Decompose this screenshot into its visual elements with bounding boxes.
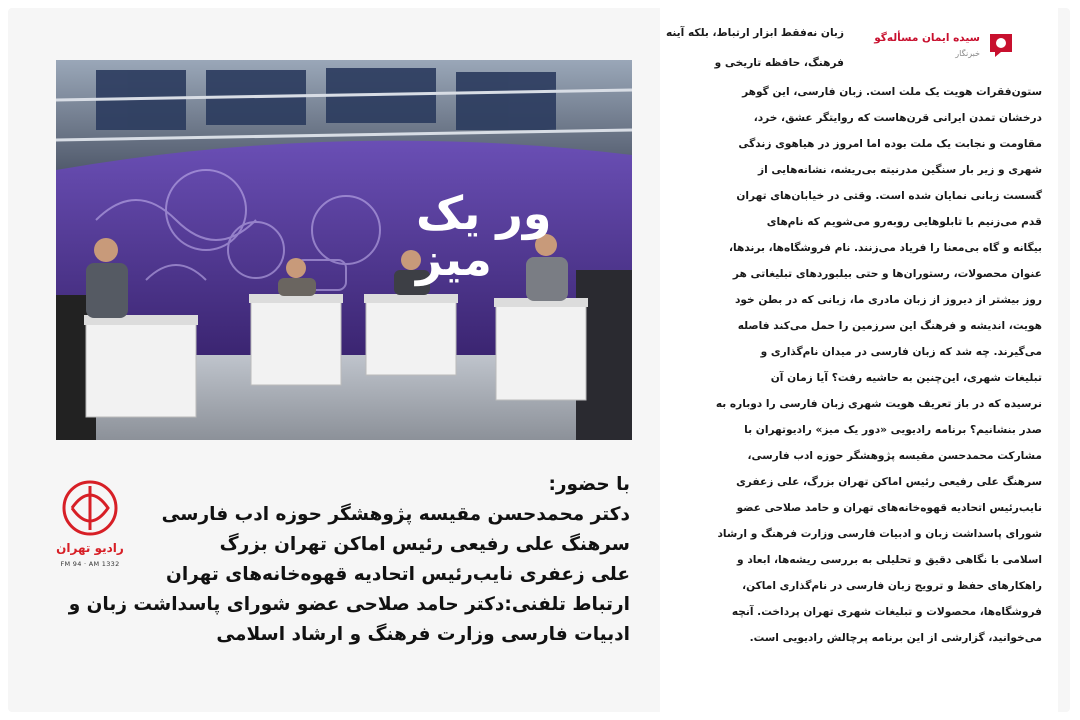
article-line: سرهنگ علی رفیعی رئیس اماکن تهران بزرگ، علی زعفری (736, 476, 1042, 488)
article-line: بیگانه و گاه بی‌معنا را فریاد می‌زنند. نام فروشگاه‌ها، برندها، (728, 242, 1042, 254)
newspaper-column (660, 6, 1058, 712)
caption-line: با حضور: (548, 474, 630, 495)
article-line: ستون‌فقرات هویت یک ملت است. زبان فارسی، این گوهر (742, 86, 1042, 98)
article-line: صدر بنشانیم؟ برنامه رادیویی «دور یک میز» رادیوتهران با (744, 424, 1042, 436)
article-line: عنوان محصولات، رستوران‌ها و حتی بیلبوردهای تبلیغاتی هر (732, 268, 1042, 280)
show-title: ور یک میز (416, 186, 552, 286)
caption-line: ادبیات فارسی وزارت فرهنگ و ارشاد اسلامی (216, 624, 630, 645)
article-line: شورای پاسداشت زبان و ادبیات فارسی وزارت فرهنگ و ارشاد (717, 528, 1042, 540)
article-line: زبان نه‌فقط ابزار ارتباط، بلکه آینه (665, 27, 844, 39)
article-line: نرسیده که در باز تعریف هویت شهری زبان فارسی را دوباره به (715, 398, 1042, 410)
article-line: راهکارهای حفظ و ترویج زبان فارسی در نام‌گذاری اماکن، (742, 580, 1042, 592)
studio-photo (56, 60, 632, 440)
article-line: هویت، اندیشه و فرهنگ این سرزمین را حمل می‌کند فاصله (737, 320, 1042, 332)
article-line: قدم می‌زنیم با تابلوهایی روبه‌رو می‌شویم که نام‌های (766, 216, 1042, 228)
logo-emblem-icon (50, 476, 130, 546)
article-line: گسست زبانی نمایان شده است. وقتی در خیابان‌های تهران (736, 190, 1042, 202)
article-line: فروشگاه‌ها، محصولات و تبلیغات شهری تهران پرداخت. آنچه (731, 606, 1042, 618)
article-line: تبلیغات شهری، این‌چنین به حاشیه رفت؟ آیا زمان آن (770, 372, 1042, 384)
caption-line: ارتباط تلفنی:دکتر حامد صلاحی عضو شورای پاسداشت زبان و (68, 594, 630, 615)
article-line: نایب‌رئیس اتحادیه قهوه‌خانه‌های تهران و حامد صلاحی عضو (736, 502, 1042, 514)
author-name: سیده ایمان مسأله‌گو (874, 32, 980, 44)
author-badge-icon (986, 28, 1016, 58)
caption-line: سرهنگ علی رفیعی رئیس اماکن تهران بزرگ (219, 534, 630, 555)
author-role: خبرنگار (955, 49, 980, 58)
article-line: می‌خوانید، گزارشی از این برنامه پرچالش رادیویی است. (749, 632, 1042, 644)
caption-line: دکتر محمدحسن مقیسه پژوهشگر حوزه ادب فارسی (161, 504, 630, 525)
author-byline (874, 22, 1020, 62)
radio-tehran-logo (50, 476, 130, 576)
article-line: مشارکت محمدحسن مقیسه پژوهشگر حوزه ادب فارسی، (747, 450, 1042, 462)
caption-line: علی زعفری نایب‌رئیس اتحادیه قهوه‌خانه‌های تهران (166, 564, 630, 585)
logo-name: رادیو تهران (56, 541, 124, 555)
logo-frequency: FM 94 · AM 1332 (60, 560, 120, 568)
article-line: فرهنگ، حافظه تاریخی و (714, 57, 844, 69)
article-line: می‌گیرند. چه شد که زبان فارسی در میدان نام‌گذاری و (760, 346, 1042, 358)
article-line: روز بیشتر از دیروز از زبان مادری ما، زبانی که در بطن خود (734, 294, 1042, 306)
article-line: مقاومت و نجابت یک ملت بوده اما امروز در هیاهوی زندگی (738, 138, 1042, 150)
article-line: درخشان تمدن ایرانی قرن‌هاست که روایتگر عشق، خرد، (753, 112, 1042, 124)
article-line: اسلامی با نگاهی دقیق و تحلیلی به بررسی ریشه‌ها، ابعاد و (737, 554, 1042, 566)
article-line: شهری و زیر بار سنگین مدرنیته بی‌ریشه، نشانه‌هایی از (758, 164, 1042, 176)
